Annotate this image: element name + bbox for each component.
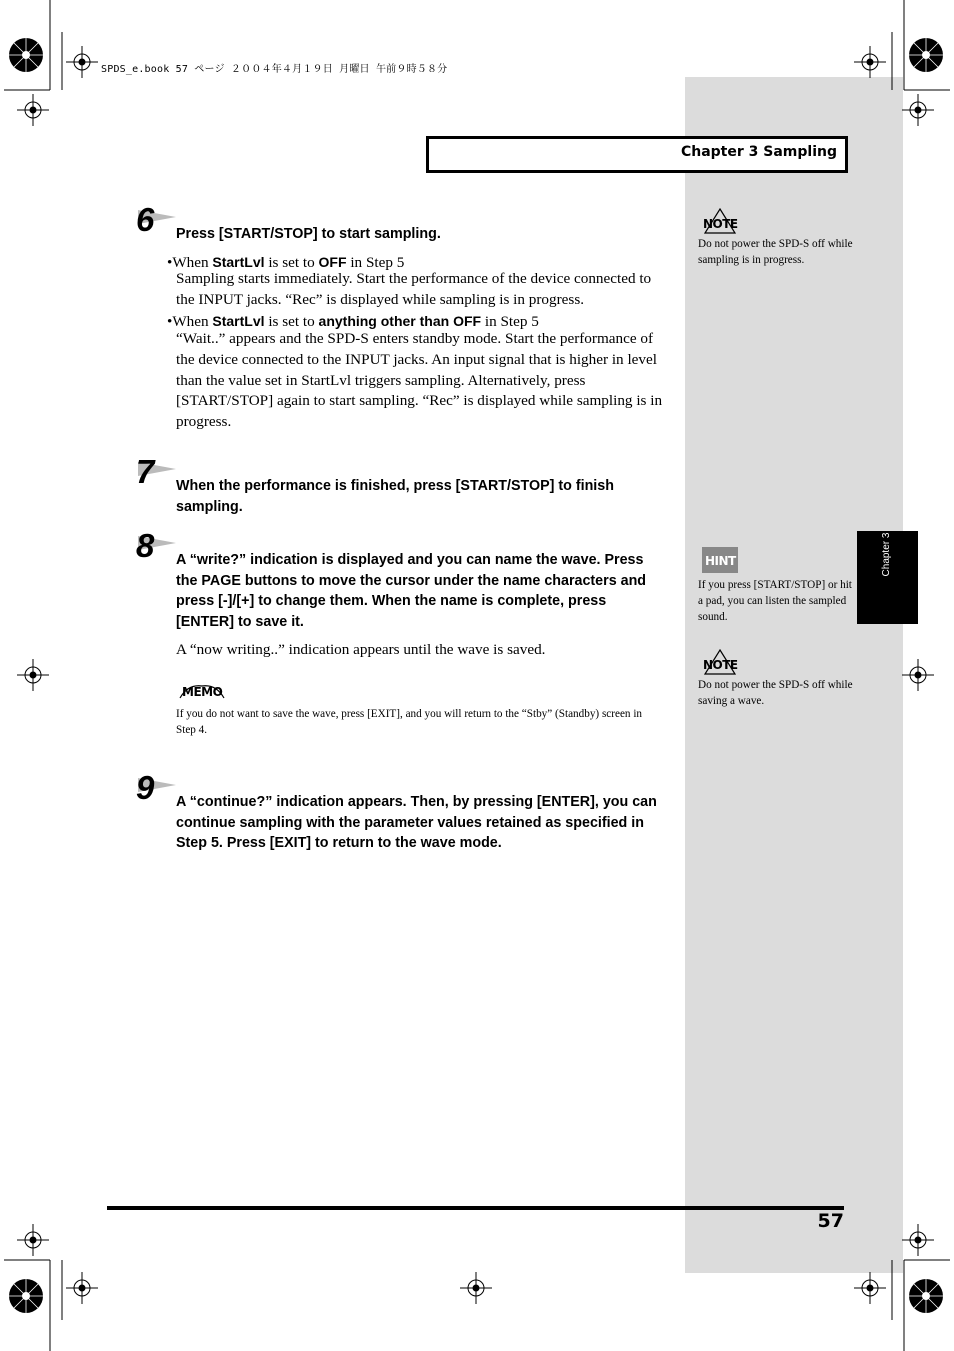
bullet-suffix: in Step 5 — [346, 254, 405, 271]
note-label: NOTE — [703, 658, 738, 672]
bullet-middle: is set to — [264, 254, 319, 271]
hint-label: HINT — [705, 554, 736, 568]
param-value: OFF — [318, 254, 347, 270]
step-number: 8 — [136, 527, 155, 564]
bullet-prefix: •When — [167, 254, 213, 271]
footer-rule — [107, 1206, 844, 1210]
page-number: 57 — [817, 1210, 844, 1232]
step-number: 6 — [136, 201, 155, 238]
memo-text: If you do not want to save the wave, press [EXIT], and you will return to the “Stby” (Standby) screen in Step 4. — [176, 708, 643, 736]
file-header: SPDS_e.book 57 ページ ２００４年４月１９日 月曜日 午前９時５８分 — [101, 64, 448, 75]
memo-icon — [178, 680, 226, 704]
step-instruction: Press [START/STOP] to start sampling. — [176, 226, 441, 242]
step-instruction: A “continue?” indication appears. Then, by pressing [ENTER], you can continue sampling with the parameter values retained as specified in Step 5. Press [EXIT] to return to the wave mode. — [176, 794, 657, 851]
chapter-tab — [857, 531, 918, 624]
param-name: StartLvl — [212, 254, 265, 270]
hint-text: If you press [START/STOP] or hit a pad, you can listen the sampled sound. — [698, 579, 852, 623]
step-instruction: When the performance is finished, press [START/STOP] to finish sampling. — [176, 478, 614, 515]
chapter-header: Chapter 3 Sampling — [680, 144, 837, 160]
bullet-body: Sampling starts immediately. Start the performance of the device connected to the INPUT jacks. “Rec” is displayed while sampling is in progress. — [176, 270, 652, 308]
bullet-middle: is set to — [264, 313, 319, 330]
memo-label: MEMO — [182, 685, 223, 699]
param-value: anything other than OFF — [318, 313, 482, 329]
chapter-tab-label: Chapter 3 — [881, 532, 892, 577]
note-text: Do not power the SPD-S off while sampling is in progress. — [698, 238, 853, 266]
step-number: 7 — [136, 453, 155, 490]
bullet-prefix: •When — [167, 313, 213, 330]
chapter-header-box — [426, 136, 848, 173]
note-label: NOTE — [703, 217, 738, 231]
step-instruction: A “write?” indication is displayed and you can name the wave. Press the PAGE buttons to move the cursor under the name characters and press [-]/[+] to change them. When the name is complete, press [ENTER] to save it. — [176, 552, 647, 630]
param-name: StartLvl — [212, 313, 265, 329]
step-body: A “now writing..” indication appears until the wave is saved. — [176, 641, 546, 658]
note-icon — [701, 648, 739, 676]
bullet-suffix: in Step 5 — [481, 313, 539, 330]
bullet-body: “Wait..” appears and the SPD-S enters standby mode. Start the performance of the device connected to the INPUT jacks. An input signal that is higher in level than the value set in StartLvl triggers sampling. Alternatively, press [START/STOP] again to start sampling. “Rec” is displayed while sampling is in progress. — [176, 330, 663, 431]
step-number: 9 — [136, 769, 155, 806]
hint-icon — [702, 547, 738, 573]
note-text: Do not power the SPD-S off while saving a wave. — [698, 679, 853, 707]
note-icon — [701, 207, 739, 235]
